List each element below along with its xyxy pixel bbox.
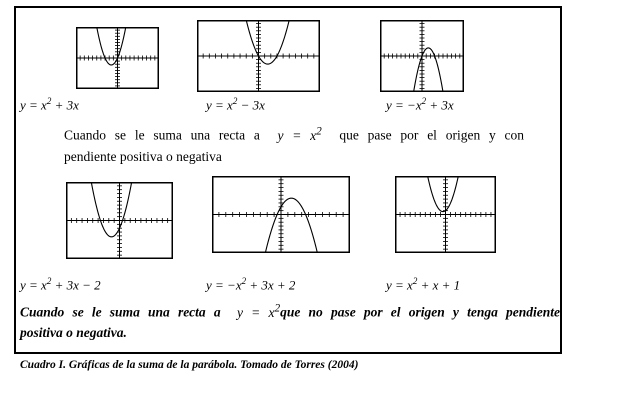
- equation-5: $y = -x^2 + 3x + 2$: [206, 276, 296, 293]
- graph-1: [76, 27, 159, 89]
- equation-6: $y = x^2 + x + 1$: [386, 276, 461, 293]
- description-line-not-origin: Cuando se le suma una recta a $y = x^2que$ no pase por el origen y tenga pendiente positiva o negativa.: [20, 302, 561, 340]
- caption: Cuadro I. Gráficas de la suma de la parábola. Tomado de Torres (2004): [20, 359, 359, 371]
- equation-3: $y = -x^2 + 3x$: [386, 96, 454, 113]
- graph-2: [197, 20, 320, 92]
- equation-4: $y = x^2 + 3x - 2$: [20, 276, 101, 293]
- graph-5: [212, 176, 350, 253]
- graph-4: [66, 182, 173, 259]
- graph-6: [395, 176, 496, 253]
- equation-2: $y = x^2 - 3x$: [206, 96, 265, 113]
- equation-1: $y = x^2 + 3x$: [20, 96, 79, 113]
- graph-3: [380, 20, 464, 92]
- description-line-pass-origin: Cuando se le suma una recta a $y = x^2$ que pase por el origen y con pendiente positiva o negativa: [64, 125, 525, 164]
